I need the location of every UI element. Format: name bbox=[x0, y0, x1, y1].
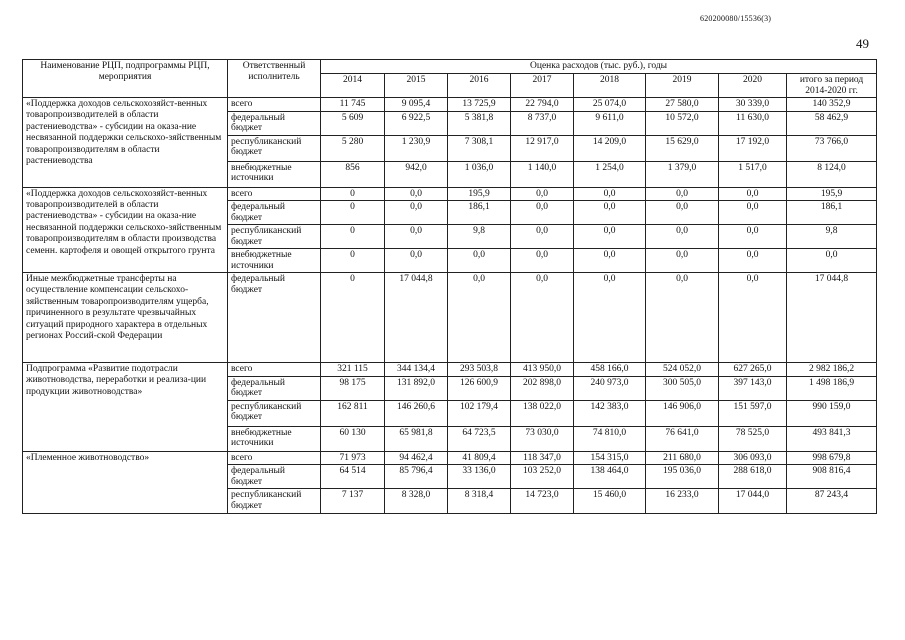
value-cell: 8 737,0 bbox=[511, 111, 574, 135]
value-cell: 146 906,0 bbox=[646, 400, 719, 426]
value-cell: 0,0 bbox=[574, 273, 646, 363]
value-cell: 118 347,0 bbox=[511, 451, 574, 465]
page-number: 49 bbox=[856, 36, 869, 51]
value-cell: 856 bbox=[321, 161, 385, 187]
executor-cell: республиканский бюджет bbox=[228, 135, 321, 161]
value-cell: 627 265,0 bbox=[719, 363, 787, 377]
header-year: итого за период 2014-2020 гг. bbox=[787, 74, 877, 98]
total-cell: 990 159,0 bbox=[787, 400, 877, 426]
measure-name: Иные межбюджетные трансферты на осуществление компенсации сельскохо-зяйственным товаропроизводителям ущерба, причиненного в результате чрезвычайных ситуаций природного характера в отдельных регионах Россий-ской Федерации bbox=[23, 273, 228, 363]
value-cell: 85 796,4 bbox=[385, 465, 448, 489]
value-cell: 0,0 bbox=[511, 187, 574, 201]
value-cell: 154 315,0 bbox=[574, 451, 646, 465]
measure-name: «Племенное животноводство» bbox=[23, 451, 228, 514]
total-cell: 58 462,9 bbox=[787, 111, 877, 135]
value-cell: 30 339,0 bbox=[719, 98, 787, 112]
value-cell: 138 022,0 bbox=[511, 400, 574, 426]
value-cell: 162 811 bbox=[321, 400, 385, 426]
value-cell: 14 209,0 bbox=[574, 135, 646, 161]
value-cell: 0,0 bbox=[719, 225, 787, 249]
value-cell: 9 611,0 bbox=[574, 111, 646, 135]
value-cell: 288 618,0 bbox=[719, 465, 787, 489]
value-cell: 0 bbox=[321, 201, 385, 225]
value-cell: 293 503,8 bbox=[448, 363, 511, 377]
executor-cell: всего bbox=[228, 187, 321, 201]
value-cell: 413 950,0 bbox=[511, 363, 574, 377]
total-cell: 195,9 bbox=[787, 187, 877, 201]
budget-table bbox=[22, 59, 877, 514]
value-cell: 94 462,4 bbox=[385, 451, 448, 465]
value-cell: 131 892,0 bbox=[385, 376, 448, 400]
value-cell: 0,0 bbox=[511, 273, 574, 363]
executor-cell: внебюджетные источники bbox=[228, 249, 321, 273]
value-cell: 7 137 bbox=[321, 489, 385, 514]
value-cell: 0,0 bbox=[448, 249, 511, 273]
value-cell: 15 629,0 bbox=[646, 135, 719, 161]
header-estimate: Оценка расходов (тыс. руб.), годы bbox=[321, 60, 877, 74]
value-cell: 1 379,0 bbox=[646, 161, 719, 187]
header-year: 2017 bbox=[511, 74, 574, 98]
value-cell: 0,0 bbox=[574, 225, 646, 249]
value-cell: 0 bbox=[321, 273, 385, 363]
value-cell: 300 505,0 bbox=[646, 376, 719, 400]
value-cell: 0,0 bbox=[385, 187, 448, 201]
table-row bbox=[23, 98, 877, 112]
executor-cell: федеральный бюджет bbox=[228, 111, 321, 135]
value-cell: 41 809,4 bbox=[448, 451, 511, 465]
value-cell: 202 898,0 bbox=[511, 376, 574, 400]
value-cell: 9,8 bbox=[448, 225, 511, 249]
value-cell: 14 723,0 bbox=[511, 489, 574, 514]
value-cell: 17 044,0 bbox=[719, 489, 787, 514]
value-cell: 7 308,1 bbox=[448, 135, 511, 161]
value-cell: 33 136,0 bbox=[448, 465, 511, 489]
value-cell: 11 630,0 bbox=[719, 111, 787, 135]
value-cell: 186,1 bbox=[448, 201, 511, 225]
value-cell: 0 bbox=[321, 225, 385, 249]
value-cell: 98 175 bbox=[321, 376, 385, 400]
value-cell: 0,0 bbox=[511, 249, 574, 273]
value-cell: 8 328,0 bbox=[385, 489, 448, 514]
executor-cell: федеральный бюджет bbox=[228, 376, 321, 400]
value-cell: 397 143,0 bbox=[719, 376, 787, 400]
total-cell: 73 766,0 bbox=[787, 135, 877, 161]
value-cell: 306 093,0 bbox=[719, 451, 787, 465]
table-row bbox=[23, 363, 877, 377]
total-cell: 9,8 bbox=[787, 225, 877, 249]
value-cell: 0,0 bbox=[646, 249, 719, 273]
value-cell: 524 052,0 bbox=[646, 363, 719, 377]
total-cell: 17 044,8 bbox=[787, 273, 877, 363]
value-cell: 0,0 bbox=[719, 273, 787, 363]
value-cell: 0,0 bbox=[646, 201, 719, 225]
header-name: Наименование РЦП, подпрограммы РЦП, мероприятия bbox=[23, 60, 228, 98]
value-cell: 1 517,0 bbox=[719, 161, 787, 187]
value-cell: 1 140,0 bbox=[511, 161, 574, 187]
value-cell: 126 600,9 bbox=[448, 376, 511, 400]
measure-name: «Поддержка доходов сельскохозяйст-венных товаропроизводителей в области растениеводства» - субсидии на оказа-ние несвязанной поддержки сельскохо-зяйственным товаропроизводителям в области производства семенн. картофеля и овощей открытого грунта bbox=[23, 187, 228, 273]
total-cell: 493 841,3 bbox=[787, 426, 877, 451]
total-cell: 908 816,4 bbox=[787, 465, 877, 489]
header-year: 2019 bbox=[646, 74, 719, 98]
total-cell: 998 679,8 bbox=[787, 451, 877, 465]
total-cell: 2 982 186,2 bbox=[787, 363, 877, 377]
value-cell: 60 130 bbox=[321, 426, 385, 451]
value-cell: 195 036,0 bbox=[646, 465, 719, 489]
value-cell: 1 036,0 bbox=[448, 161, 511, 187]
value-cell: 16 233,0 bbox=[646, 489, 719, 514]
value-cell: 74 810,0 bbox=[574, 426, 646, 451]
value-cell: 103 252,0 bbox=[511, 465, 574, 489]
value-cell: 1 254,0 bbox=[574, 161, 646, 187]
value-cell: 0,0 bbox=[574, 187, 646, 201]
value-cell: 0,0 bbox=[385, 249, 448, 273]
value-cell: 5 280 bbox=[321, 135, 385, 161]
executor-cell: федеральный бюджет bbox=[228, 465, 321, 489]
value-cell: 0,0 bbox=[646, 187, 719, 201]
value-cell: 321 115 bbox=[321, 363, 385, 377]
value-cell: 15 460,0 bbox=[574, 489, 646, 514]
header-executor: Ответственный исполнитель bbox=[228, 60, 321, 98]
table-row bbox=[23, 187, 877, 201]
value-cell: 65 981,8 bbox=[385, 426, 448, 451]
measure-name: «Поддержка доходов сельскохозяйст-венных товаропроизводителей в области растениеводства» - субсидии на оказа-ние несвязанной поддержки сельскохо-зяйственным товаропроизводителям в области растениеводства bbox=[23, 98, 228, 188]
value-cell: 0 bbox=[321, 187, 385, 201]
document-code: 620200080/15536(3) bbox=[700, 14, 772, 23]
total-cell: 186,1 bbox=[787, 201, 877, 225]
value-cell: 5 609 bbox=[321, 111, 385, 135]
value-cell: 0,0 bbox=[646, 225, 719, 249]
executor-cell: всего bbox=[228, 98, 321, 112]
value-cell: 17 044,8 bbox=[385, 273, 448, 363]
value-cell: 76 641,0 bbox=[646, 426, 719, 451]
value-cell: 25 074,0 bbox=[574, 98, 646, 112]
value-cell: 1 230,9 bbox=[385, 135, 448, 161]
value-cell: 64 723,5 bbox=[448, 426, 511, 451]
value-cell: 142 383,0 bbox=[574, 400, 646, 426]
header-year: 2015 bbox=[385, 74, 448, 98]
table-row bbox=[23, 451, 877, 465]
value-cell: 0,0 bbox=[646, 273, 719, 363]
value-cell: 0,0 bbox=[574, 201, 646, 225]
value-cell: 71 973 bbox=[321, 451, 385, 465]
value-cell: 344 134,4 bbox=[385, 363, 448, 377]
table-row bbox=[23, 273, 877, 363]
value-cell: 0,0 bbox=[511, 225, 574, 249]
header-year: 2020 bbox=[719, 74, 787, 98]
value-cell: 146 260,6 bbox=[385, 400, 448, 426]
executor-cell: всего bbox=[228, 451, 321, 465]
value-cell: 0,0 bbox=[574, 249, 646, 273]
value-cell: 102 179,4 bbox=[448, 400, 511, 426]
value-cell: 240 973,0 bbox=[574, 376, 646, 400]
executor-cell: федеральный бюджет bbox=[228, 201, 321, 225]
value-cell: 9 095,4 bbox=[385, 98, 448, 112]
total-cell: 1 498 186,9 bbox=[787, 376, 877, 400]
value-cell: 195,9 bbox=[448, 187, 511, 201]
value-cell: 151 597,0 bbox=[719, 400, 787, 426]
executor-cell: республиканский бюджет bbox=[228, 400, 321, 426]
total-cell: 0,0 bbox=[787, 249, 877, 273]
value-cell: 11 745 bbox=[321, 98, 385, 112]
value-cell: 8 318,4 bbox=[448, 489, 511, 514]
value-cell: 13 725,9 bbox=[448, 98, 511, 112]
total-cell: 140 352,9 bbox=[787, 98, 877, 112]
value-cell: 10 572,0 bbox=[646, 111, 719, 135]
value-cell: 0,0 bbox=[511, 201, 574, 225]
value-cell: 17 192,0 bbox=[719, 135, 787, 161]
total-cell: 87 243,4 bbox=[787, 489, 877, 514]
value-cell: 0 bbox=[321, 249, 385, 273]
executor-cell: внебюджетные источники bbox=[228, 161, 321, 187]
total-cell: 8 124,0 bbox=[787, 161, 877, 187]
value-cell: 0,0 bbox=[719, 249, 787, 273]
value-cell: 5 381,8 bbox=[448, 111, 511, 135]
value-cell: 138 464,0 bbox=[574, 465, 646, 489]
executor-cell: внебюджетные источники bbox=[228, 426, 321, 451]
value-cell: 0,0 bbox=[719, 187, 787, 201]
header-year: 2016 bbox=[448, 74, 511, 98]
value-cell: 6 922,5 bbox=[385, 111, 448, 135]
value-cell: 0,0 bbox=[448, 273, 511, 363]
value-cell: 78 525,0 bbox=[719, 426, 787, 451]
measure-name: Подпрограмма «Развитие подотрасли животноводства, переработки и реализа-ции продукции животноводства» bbox=[23, 363, 228, 452]
header-year: 2014 bbox=[321, 74, 385, 98]
value-cell: 73 030,0 bbox=[511, 426, 574, 451]
value-cell: 211 680,0 bbox=[646, 451, 719, 465]
value-cell: 12 917,0 bbox=[511, 135, 574, 161]
header-year: 2018 bbox=[574, 74, 646, 98]
value-cell: 0,0 bbox=[385, 201, 448, 225]
value-cell: 0,0 bbox=[385, 225, 448, 249]
value-cell: 27 580,0 bbox=[646, 98, 719, 112]
value-cell: 64 514 bbox=[321, 465, 385, 489]
value-cell: 942,0 bbox=[385, 161, 448, 187]
value-cell: 22 794,0 bbox=[511, 98, 574, 112]
executor-cell: республиканский бюджет bbox=[228, 225, 321, 249]
executor-cell: всего bbox=[228, 363, 321, 377]
value-cell: 458 166,0 bbox=[574, 363, 646, 377]
value-cell: 0,0 bbox=[719, 201, 787, 225]
executor-cell: федеральный бюджет bbox=[228, 273, 321, 363]
executor-cell: республиканский бюджет bbox=[228, 489, 321, 514]
